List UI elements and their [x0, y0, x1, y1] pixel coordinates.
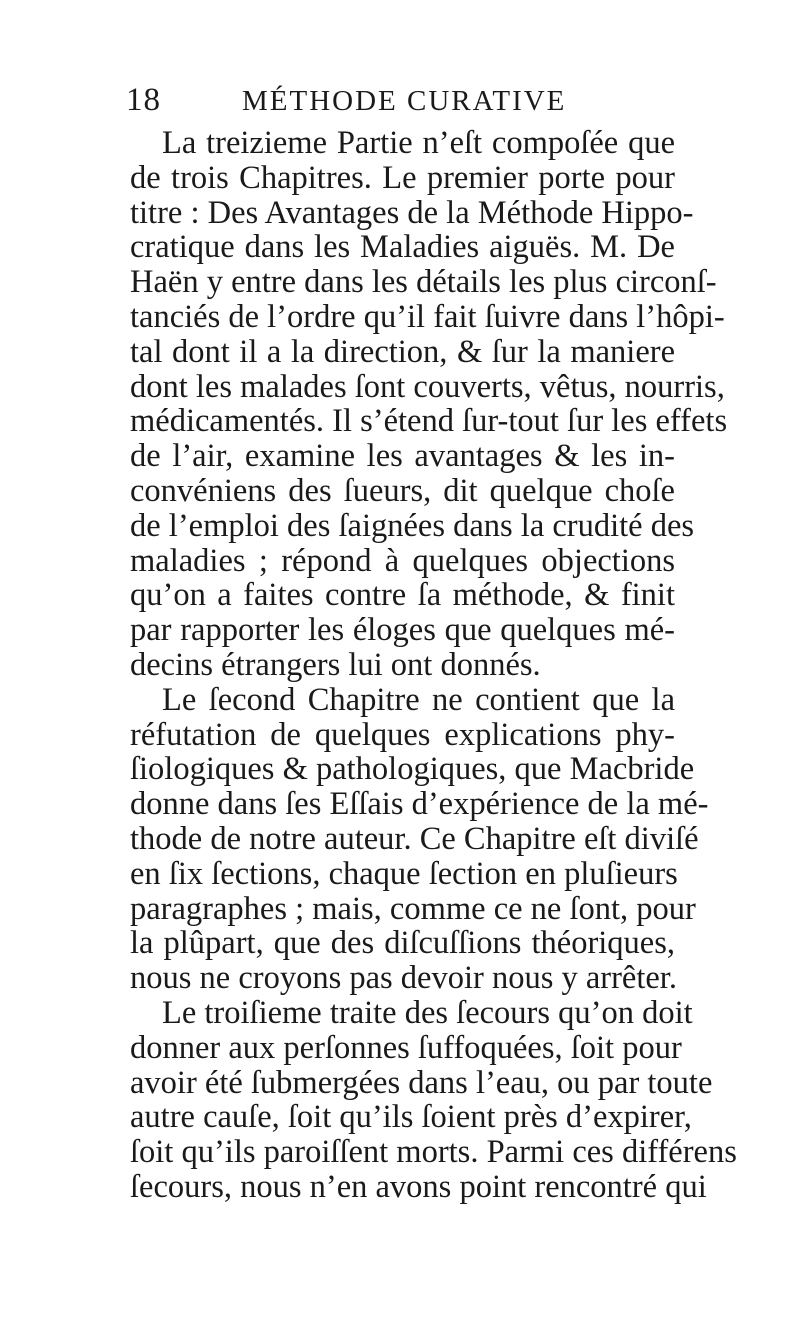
- text-line: avoir été ſubmergées dans l’eau, ou par toute: [130, 1064, 713, 1101]
- text-line: par rapporter les éloges que quelques mé-: [130, 612, 675, 649]
- running-head: MÉTHODE CURATIVE: [242, 85, 567, 117]
- text-line: de trois Chapitres. Le premier porte pour: [130, 159, 675, 196]
- text-line: médicamentés. Il s’étend ſur-tout ſur les effets: [130, 403, 728, 440]
- text-line: convéniens des ſueurs, dit quelque choſe: [130, 472, 675, 509]
- text-line: tal dont il a la direction, & ſur la maniere: [130, 333, 675, 370]
- text-line: donner aux perſonnes ſuffoquées, ſoit pour: [130, 1029, 682, 1066]
- text-line: ſiologiques & pathologiques, que Macbride: [130, 751, 695, 788]
- text-line: cratique dans les Maladies aiguës. M. De: [130, 229, 675, 266]
- text-line: de l’air, examine les avantages & les in-: [130, 438, 675, 475]
- body-text: [130, 125, 737, 1205]
- text-line: autre cauſe, ſoit qu’ils ſoient près d’expirer,: [130, 1099, 692, 1136]
- text-line: paragraphes ; mais, comme ce ne ſont, pour: [130, 890, 696, 927]
- text-line: en ſix ſections, chaque ſection en pluſieurs: [130, 855, 678, 892]
- text-line: decins étrangers lui ont donnés.: [130, 646, 541, 683]
- text-line: de l’emploi des ſaignées dans la crudité des: [130, 507, 695, 544]
- text-line: qu’on a faites contre ſa méthode, & finit: [130, 577, 675, 614]
- text-line: ſoit qu’ils paroiſſent morts. Parmi ces différens: [130, 1134, 737, 1171]
- text-line: tanciés de l’ordre qu’il fait ſuivre dans l’hôpi-: [130, 298, 725, 335]
- text-line: maladies ; répond à quelques objections: [130, 542, 675, 579]
- text-line: Le ſecond Chapitre ne contient que la: [162, 681, 675, 718]
- page-header: [126, 82, 686, 126]
- text-line: Le troiſieme traite des ſecours qu’on doit: [162, 994, 693, 1031]
- text-line: ſecours, nous n’en avons point rencontré qui: [130, 1168, 707, 1205]
- text-line: nous ne croyons pas devoir nous y arrêter.: [130, 960, 677, 997]
- text-line: dont les malades ſont couverts, vêtus, nourris,: [130, 368, 725, 405]
- page-number: 18: [126, 82, 161, 118]
- text-line: thode de notre auteur. Ce Chapitre eſt diviſé: [130, 820, 699, 857]
- text-line: réfutation de quelques explications phy-: [130, 716, 675, 753]
- text-line: titre : Des Avantages de la Méthode Hippo-: [130, 194, 694, 231]
- text-line: la plûpart, que des diſcuſſions théoriques,: [130, 925, 675, 962]
- text-line: Haën y entre dans les détails les plus circonſ-: [130, 264, 717, 301]
- text-line: donne dans ſes Eſſais d’expérience de la mé-: [130, 786, 709, 823]
- text-line: La treizieme Partie n’eſt compoſée que: [162, 125, 675, 161]
